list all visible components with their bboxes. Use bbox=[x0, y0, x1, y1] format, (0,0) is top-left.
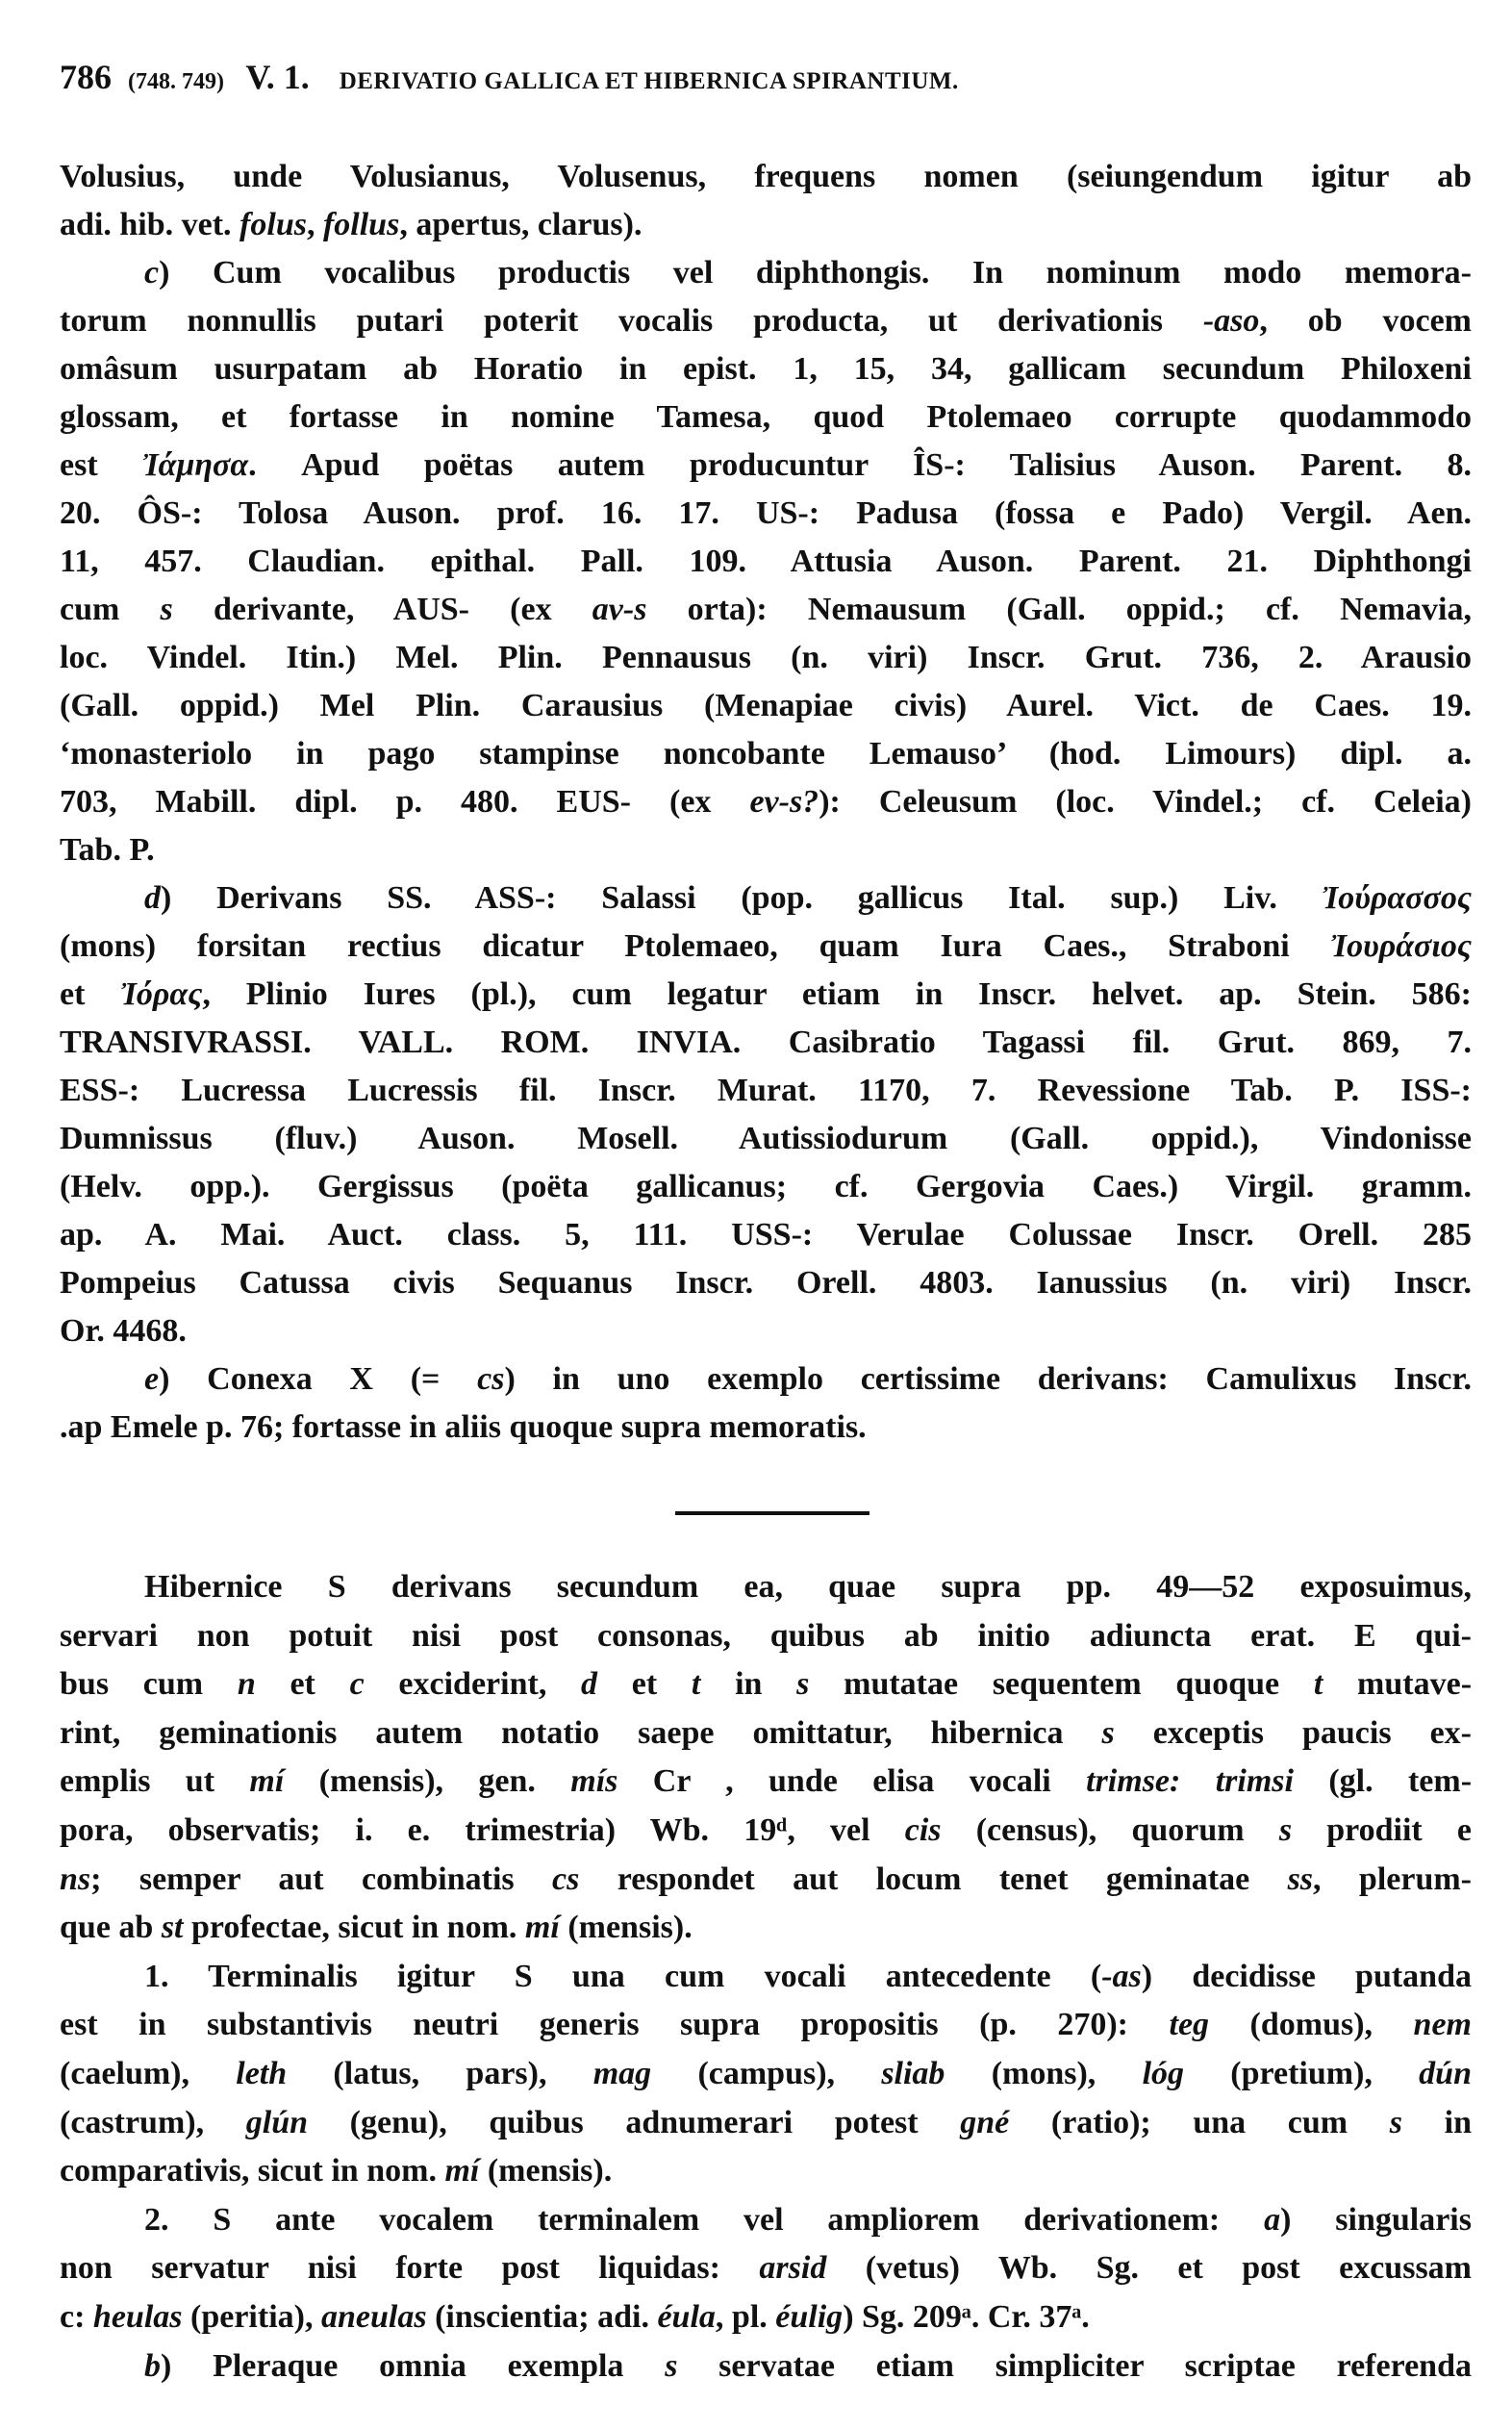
text-run: orta): Nemausum (Gall. oppid.; cf. Nemavia, bbox=[646, 592, 1472, 627]
text-line bbox=[60, 1563, 1472, 1612]
text-line bbox=[60, 586, 1472, 634]
italic-term: mí bbox=[524, 1910, 560, 1946]
text-run: ) Sg. 209ᵃ. Cr. 37ᵃ. bbox=[843, 2298, 1090, 2335]
italic-term: t bbox=[691, 1666, 701, 1703]
text-run: 20. ÔS-: Tolosa Auson. prof. 16. 17. US-: Padusa (fossa e Pado) Vergil. Aen. bbox=[60, 495, 1472, 531]
italic-term: ss bbox=[1287, 1860, 1314, 1897]
text-run: , ob vocem bbox=[1259, 303, 1472, 339]
text-line bbox=[60, 1307, 1472, 1355]
text-run: (domus), bbox=[1209, 2007, 1414, 2043]
text-run: , pl. bbox=[715, 2298, 776, 2335]
italic-term: teg bbox=[1169, 2007, 1210, 2043]
italic-term: cs bbox=[552, 1860, 580, 1897]
text-line bbox=[60, 345, 1472, 393]
text-run: Or. 4468. bbox=[60, 1313, 187, 1349]
text-run: (Gall. oppid.) Mel Plin. Carausius (Menapiae civis) Aurel. Vict. de Caes. 19. bbox=[60, 688, 1472, 723]
text-run: mutave- bbox=[1323, 1666, 1473, 1703]
text-run: (ratio); una cum bbox=[1009, 2104, 1390, 2140]
text-run: (mensis). bbox=[559, 1910, 693, 1946]
text-run: loc. Vindel. Itin.) Mel. Plin. Pennausus (n. viri) Inscr. Grut. 736, 2. Arausio bbox=[60, 640, 1472, 675]
volume-ref: V. 1. bbox=[245, 58, 310, 96]
text-line bbox=[60, 2342, 1472, 2392]
text-run: profectae, sicut in nom. bbox=[183, 1910, 525, 1946]
text-run: , plerum- bbox=[1313, 1860, 1473, 1897]
text-line bbox=[60, 1019, 1472, 1067]
italic-term: trimse: bbox=[1086, 1763, 1181, 1800]
text-run: est bbox=[60, 447, 143, 483]
text-run: (mensis), gen. bbox=[284, 1763, 571, 1800]
text-line bbox=[60, 201, 1472, 249]
text-run: (mons) forsitan rectius dicatur Ptolemaeo, quam Iura Caes., Straboni bbox=[60, 928, 1331, 964]
text-run: comparativis, sicut in nom. bbox=[60, 2153, 445, 2190]
text-run: in bbox=[1402, 2104, 1473, 2140]
text-run: ) in uno exemplo certissime derivans: Camulixus Inscr. bbox=[504, 1361, 1472, 1397]
italic-term: cis bbox=[904, 1811, 942, 1848]
italic-term: lóg bbox=[1142, 2055, 1185, 2091]
text-run: ) Conexa X (= bbox=[159, 1361, 478, 1397]
italic-term: heulas bbox=[92, 2298, 183, 2335]
text-run: et bbox=[255, 1666, 350, 1703]
text-run: , apertus, clarus). bbox=[399, 207, 643, 242]
text-run: ; semper aut combinatis bbox=[90, 1860, 553, 1897]
text-run: Dumnissus (fluv.) Auson. Mosell. Autissiodurum (Gall. oppid.), Vindonisse bbox=[60, 1121, 1472, 1156]
text-line bbox=[60, 490, 1472, 538]
text-run: Pompeius Catussa civis Sequanus Inscr. Orell. 4803. Ianussius (n. viri) Inscr. bbox=[60, 1265, 1472, 1301]
text-run: servari non potuit nisi post consonas, quibus ab initio adiuncta erat. E qui- bbox=[60, 1617, 1472, 1654]
text-line bbox=[60, 2099, 1472, 2148]
text-run: bus cum bbox=[60, 1666, 238, 1703]
text-run: ESS-: Lucressa Lucressis fil. Inscr. Murat. 1170, 7. Revessione Tab. P. ISS-: bbox=[60, 1073, 1472, 1108]
italic-term: e bbox=[144, 1361, 160, 1397]
italic-term: s bbox=[1389, 2104, 1403, 2140]
text-run: (latus, pars), bbox=[287, 2055, 593, 2091]
text-run: prodiit e bbox=[1292, 1811, 1473, 1848]
text-run: glossam, et fortasse in nomine Tamesa, quod Ptolemaeo corrupte quodammodo bbox=[60, 399, 1472, 435]
text-run: (caelum), bbox=[60, 2055, 237, 2091]
text-run: et bbox=[60, 976, 121, 1012]
italic-term: s bbox=[796, 1666, 810, 1703]
italic-term: Ἰόρας bbox=[120, 976, 203, 1012]
text-line bbox=[60, 1758, 1472, 1807]
text-run: respondet aut locum tenet geminatae bbox=[579, 1860, 1288, 1897]
italic-term: leth bbox=[236, 2055, 288, 2091]
text-line bbox=[60, 297, 1472, 345]
text-run: ) singularis bbox=[1280, 2201, 1472, 2238]
text-line bbox=[60, 1904, 1472, 1953]
italic-term: ns bbox=[60, 1860, 91, 1897]
italic-term: c bbox=[349, 1666, 365, 1703]
text-run: 11, 457. Claudian. epithal. Pall. 109. Attusia Auson. Parent. 21. Diphthongi bbox=[60, 544, 1472, 579]
italic-term: s bbox=[1101, 1714, 1115, 1751]
text-run: (campus), bbox=[651, 2055, 882, 2091]
text-run: , Plinio Iures (pl.), cum legatur etiam in Inscr. helvet. ap. Stein. 586: bbox=[202, 976, 1472, 1012]
hibernian-derivation-section bbox=[60, 1563, 1472, 2391]
text-line bbox=[60, 1259, 1472, 1307]
text-line bbox=[60, 153, 1472, 201]
text-run: ap. A. Mai. Auct. class. 5, 111. USS-: Verulae Colussae Inscr. Orell. 285 bbox=[60, 1217, 1472, 1253]
text-line bbox=[60, 1856, 1472, 1905]
italic-term: n bbox=[237, 1666, 256, 1703]
text-line bbox=[60, 1355, 1472, 1404]
text-run: ) Derivans SS. ASS-: Salassi (pop. gallicus Ital. sup.) Liv. bbox=[161, 880, 1323, 916]
text-line bbox=[60, 1404, 1472, 1452]
page-number: 786 bbox=[60, 58, 112, 96]
text-run: est in substantivis neutri generis supra propositis (p. 270): bbox=[60, 2007, 1170, 2043]
running-title: DERIVATIO GALLICA ET HIBERNICA SPIRANTIUM. bbox=[339, 68, 959, 94]
text-line bbox=[60, 923, 1472, 971]
italic-term: dún bbox=[1419, 2055, 1472, 2091]
text-run: servatae etiam simpliciter scriptae referenda bbox=[677, 2347, 1472, 2384]
italic-term: mí bbox=[249, 1763, 285, 1800]
italic-term: nem bbox=[1413, 2007, 1472, 2043]
text-run: . Apud poëtas autem producuntur ÎS-: Talisius Auson. Parent. 8. bbox=[248, 447, 1472, 483]
italic-term: aneulas bbox=[320, 2298, 427, 2335]
text-run: adi. hib. vet. bbox=[60, 207, 240, 242]
text-line bbox=[60, 874, 1472, 923]
text-line bbox=[60, 1660, 1472, 1709]
text-line bbox=[60, 1953, 1472, 2002]
text-line bbox=[60, 826, 1472, 874]
text-run: 2. S ante vocalem terminalem vel ampliorem derivationem: bbox=[144, 2201, 1265, 2238]
text-run: in bbox=[700, 1666, 797, 1703]
italic-term: c bbox=[144, 255, 160, 291]
text-run: (genu), quibus adnumerari potest bbox=[308, 2104, 961, 2140]
text-run: rint, geminationis autem notatio saepe omittatur, hibernica bbox=[60, 1714, 1102, 1751]
italic-term: d bbox=[581, 1666, 598, 1703]
text-run: exceptis paucis ex- bbox=[1114, 1714, 1472, 1751]
text-line bbox=[60, 1709, 1472, 1759]
text-line bbox=[60, 1067, 1472, 1115]
text-run: et bbox=[597, 1666, 692, 1703]
italic-term: folus bbox=[239, 207, 307, 242]
italic-term: -aso bbox=[1202, 303, 1260, 339]
italic-term: Ἰουράσιος bbox=[1330, 928, 1472, 964]
italic-term: b bbox=[144, 2347, 161, 2384]
text-run: (mons), bbox=[945, 2055, 1143, 2091]
text-run: mutatae sequentem quoque bbox=[809, 1666, 1314, 1703]
text-run: (gl. tem- bbox=[1293, 1763, 1473, 1800]
text-run: omâsum usurpatam ab Horatio in epist. 1, 15, 34, gallicam secundum Philoxeni bbox=[60, 351, 1472, 387]
italic-term: Ἰάμησα bbox=[142, 447, 249, 483]
text-run: .ap Emele p. 76; fortasse in aliis quoque supra memoratis. bbox=[60, 1409, 867, 1445]
italic-term: follus bbox=[322, 207, 400, 242]
text-line bbox=[60, 730, 1472, 778]
italic-term: av-s bbox=[592, 592, 647, 627]
text-run: (peritia), bbox=[182, 2298, 321, 2335]
text-run: (pretium), bbox=[1184, 2055, 1420, 2091]
italic-term: éulig bbox=[775, 2298, 844, 2335]
text-line bbox=[60, 634, 1472, 682]
text-run bbox=[1180, 1763, 1215, 1799]
text-run: (mensis). bbox=[479, 2153, 613, 2190]
section-divider-rule bbox=[675, 1511, 869, 1515]
italic-term: arsid bbox=[759, 2250, 827, 2287]
text-run: ): Celeusum (loc. Vindel.; cf. Celeia) bbox=[819, 784, 1472, 820]
text-line bbox=[60, 1612, 1472, 1661]
italic-term: sliab bbox=[881, 2055, 945, 2091]
italic-term: st bbox=[161, 1910, 184, 1946]
text-line bbox=[60, 538, 1472, 586]
text-line bbox=[60, 2244, 1472, 2293]
text-run: non servatur nisi forte post liquidas: bbox=[60, 2250, 760, 2287]
text-line bbox=[60, 2001, 1472, 2050]
italic-term: mag bbox=[592, 2055, 652, 2091]
section-refs: (748. 749) bbox=[128, 69, 224, 94]
text-run: ) Cum vocalibus productis vel diphthongis. In nominum modo memora- bbox=[159, 255, 1472, 291]
text-run: , bbox=[306, 207, 323, 242]
italic-term: s bbox=[160, 592, 173, 627]
text-run: pora, observatis; i. e. trimestria) Wb. 19ᵈ, vel bbox=[60, 1811, 905, 1848]
text-run: Volusius, unde Volusianus, Volusenus, frequens nomen (seiungendum igitur ab bbox=[60, 159, 1472, 194]
text-line bbox=[60, 1163, 1472, 1211]
text-line bbox=[60, 2196, 1472, 2245]
text-line bbox=[60, 2293, 1472, 2342]
text-line bbox=[60, 2050, 1472, 2099]
italic-term: trimsi bbox=[1215, 1763, 1294, 1800]
italic-term: a bbox=[1264, 2201, 1281, 2238]
text-run: TRANSIVRASSI. VALL. ROM. INVIA. Casibratio Tagassi fil. Grut. 869, 7. bbox=[60, 1025, 1472, 1060]
italic-term: s bbox=[1278, 1811, 1293, 1848]
text-run: derivante, AUS- (ex bbox=[172, 592, 592, 627]
text-run: 703, Mabill. dipl. p. 480. EUS- (ex bbox=[60, 784, 750, 820]
text-run: Hibernice S derivans secundum ea, quae supra pp. 49—52 exposuimus, bbox=[144, 1569, 1472, 1605]
text-run: (Helv. opp.). Gergissus (poëta gallicanus; cf. Gergovia Caes.) Virgil. gramm. bbox=[60, 1169, 1472, 1204]
italic-term: éula bbox=[657, 2298, 716, 2335]
gallic-derivation-section bbox=[60, 153, 1472, 1452]
text-line bbox=[60, 442, 1472, 490]
text-line bbox=[60, 1115, 1472, 1163]
text-run: Cr , unde elisa vocali bbox=[617, 1763, 1087, 1800]
text-run: (vetus) Wb. Sg. et post excussam bbox=[826, 2250, 1472, 2287]
text-line bbox=[60, 249, 1472, 297]
text-run: ) decidisse putanda bbox=[1141, 1958, 1472, 1994]
text-run: Tab. P. bbox=[60, 832, 155, 868]
text-line bbox=[60, 1211, 1472, 1259]
italic-term: t bbox=[1313, 1666, 1323, 1703]
running-header bbox=[60, 53, 959, 101]
text-run: (inscientia; adi. bbox=[426, 2298, 658, 2335]
text-line bbox=[60, 682, 1472, 730]
italic-term: ev-s? bbox=[749, 784, 819, 820]
text-line bbox=[60, 971, 1472, 1019]
italic-term: s bbox=[665, 2347, 678, 2384]
text-line bbox=[60, 1807, 1472, 1856]
text-line bbox=[60, 778, 1472, 826]
text-run: c: bbox=[60, 2298, 93, 2335]
italic-term: Ἰούρασσος bbox=[1322, 880, 1472, 916]
italic-term: d bbox=[144, 880, 161, 916]
italic-term: gné bbox=[960, 2104, 1010, 2140]
text-line bbox=[60, 393, 1472, 442]
text-run: exciderint, bbox=[364, 1666, 582, 1703]
text-run: que ab bbox=[60, 1910, 162, 1946]
text-run: ‘monasteriolo in pago stampinse noncobante Lemauso’ (hod. Limours) dipl. a. bbox=[60, 736, 1472, 772]
text-run: torum nonnullis putari poterit vocalis producta, ut derivationis bbox=[60, 303, 1203, 339]
text-run: ) Pleraque omnia exempla bbox=[161, 2347, 666, 2384]
text-run: 1. Terminalis igitur S una cum vocali antecedente ( bbox=[144, 1958, 1102, 1994]
text-run: emplis ut bbox=[60, 1763, 250, 1800]
italic-term: mís bbox=[570, 1763, 618, 1800]
italic-term: -as bbox=[1101, 1958, 1142, 1994]
italic-term: mí bbox=[444, 2153, 480, 2190]
italic-term: cs bbox=[477, 1361, 505, 1397]
text-run: (census), quorum bbox=[941, 1811, 1279, 1848]
italic-term: glún bbox=[245, 2104, 309, 2140]
text-run: (castrum), bbox=[60, 2104, 246, 2140]
text-run: cum bbox=[60, 592, 161, 627]
text-line bbox=[60, 2147, 1472, 2196]
